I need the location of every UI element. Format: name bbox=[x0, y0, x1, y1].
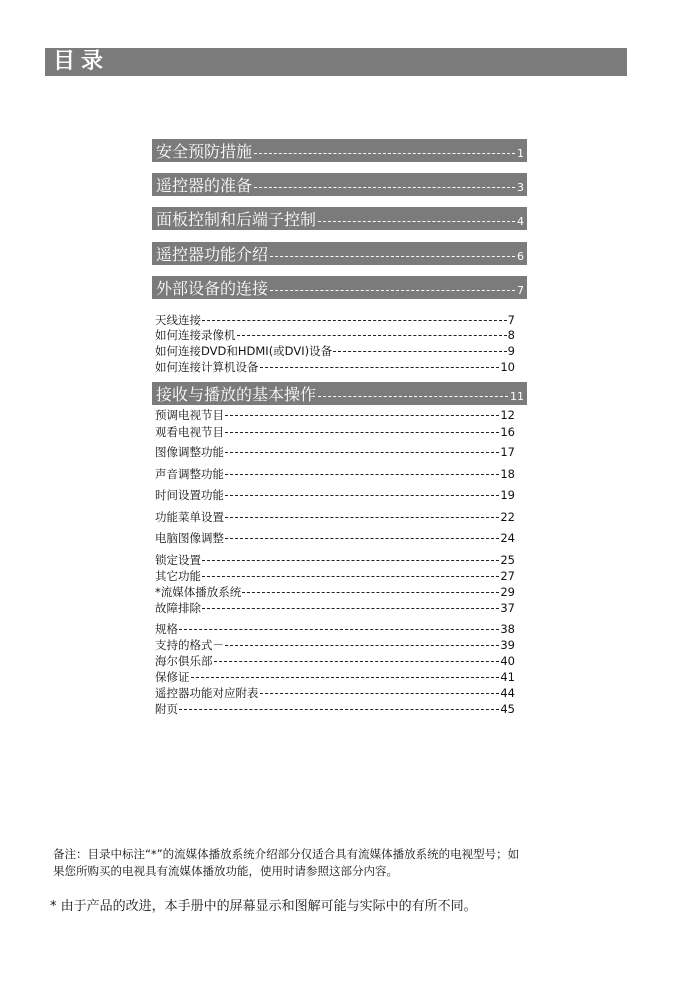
toc-item-page: 17 bbox=[500, 445, 515, 459]
toc-item-title: 其它功能 bbox=[155, 569, 201, 583]
toc-item-page: 38 bbox=[500, 622, 515, 636]
toc-item[interactable] bbox=[155, 553, 515, 567]
toc-item-title: 预调电视节目 bbox=[155, 408, 224, 422]
toc-leader bbox=[237, 335, 507, 336]
toc-leader bbox=[225, 452, 499, 453]
toc-leader bbox=[202, 576, 499, 577]
toc-leader bbox=[270, 256, 515, 257]
toc-item[interactable] bbox=[155, 313, 515, 327]
toc-leader bbox=[242, 592, 499, 593]
toc-leader bbox=[254, 153, 515, 154]
toc-item-title: 遥控器功能对应附表 bbox=[155, 686, 259, 700]
toc-item-page: 40 bbox=[500, 654, 515, 668]
toc-item-page: 8 bbox=[507, 328, 515, 342]
toc-leader bbox=[202, 608, 499, 609]
toc-item[interactable] bbox=[155, 654, 515, 668]
toc-section-page: 11 bbox=[510, 390, 524, 403]
toc-leader bbox=[318, 221, 515, 222]
toc-section-page: 4 bbox=[517, 215, 524, 228]
toc-item[interactable] bbox=[155, 408, 515, 422]
toc-leader bbox=[225, 415, 499, 416]
toc-section-title: 遥控器的准备 bbox=[156, 176, 253, 195]
toc-item-title: 如何连接录像机 bbox=[155, 328, 236, 342]
toc-leader bbox=[214, 661, 500, 662]
toc-item-title: 故障排除 bbox=[155, 601, 201, 615]
toc-leader bbox=[333, 351, 507, 352]
toc-leader bbox=[260, 367, 500, 368]
toc-item-title: 如何连接DVD和HDMI(或DVI)设备 bbox=[155, 344, 333, 358]
toc-item-title: 海尔俱乐部 bbox=[155, 654, 213, 668]
toc-leader bbox=[225, 432, 499, 433]
toc-leader bbox=[254, 187, 515, 188]
toc-item[interactable] bbox=[155, 445, 515, 459]
toc-section[interactable] bbox=[152, 242, 527, 265]
toc-item-title: 功能菜单设置 bbox=[155, 510, 224, 524]
toc-item-page: 7 bbox=[507, 313, 515, 327]
toc-item-page: 19 bbox=[500, 488, 515, 502]
toc-item-title: 天线连接 bbox=[155, 313, 201, 327]
toc-item[interactable] bbox=[155, 531, 515, 545]
toc-leader bbox=[260, 693, 500, 694]
toc-leader bbox=[179, 629, 499, 630]
toc-item-page: 41 bbox=[500, 670, 515, 684]
toc-item-title: 时间设置功能 bbox=[155, 488, 224, 502]
toc-leader bbox=[191, 677, 500, 678]
toc-section[interactable] bbox=[152, 207, 527, 230]
toc-leader bbox=[225, 517, 499, 518]
toc-leader bbox=[225, 495, 499, 496]
toc-item-title: 电脑图像调整 bbox=[155, 531, 224, 545]
toc-section-page: 7 bbox=[517, 284, 524, 297]
toc-item[interactable] bbox=[155, 638, 515, 652]
toc-section[interactable] bbox=[152, 276, 527, 299]
toc-item-title: 规格 bbox=[155, 622, 178, 636]
toc-item-page: 16 bbox=[500, 425, 515, 439]
toc-section-page: 1 bbox=[517, 147, 524, 160]
toc-item-page: 39 bbox=[500, 638, 515, 652]
page-title: 目录 bbox=[53, 49, 110, 74]
toc-section-title: 外部设备的连接 bbox=[156, 279, 269, 298]
toc-item-page: 9 bbox=[507, 344, 515, 358]
toc-item-page: 18 bbox=[500, 467, 515, 481]
toc-section-page: 6 bbox=[517, 250, 524, 263]
toc-item[interactable] bbox=[155, 585, 515, 599]
toc-item-title: 保修证 bbox=[155, 670, 190, 684]
toc-item[interactable] bbox=[155, 344, 515, 358]
toc-leader bbox=[270, 290, 515, 291]
toc-item[interactable] bbox=[155, 702, 515, 716]
toc-leader bbox=[179, 709, 499, 710]
toc-section[interactable] bbox=[152, 173, 527, 196]
toc-item-page: 25 bbox=[500, 553, 515, 567]
toc-leader bbox=[202, 560, 499, 561]
toc-section-title: 接收与播放的基本操作 bbox=[156, 385, 317, 404]
toc-item-page: 22 bbox=[500, 510, 515, 524]
toc-item[interactable] bbox=[155, 622, 515, 636]
toc-item[interactable] bbox=[155, 670, 515, 684]
toc-section-page: 3 bbox=[517, 181, 524, 194]
toc-leader bbox=[225, 645, 499, 646]
toc-item[interactable] bbox=[155, 360, 515, 374]
note-line-1: 备注：目录中标注“*”的流媒体播放系统介绍部分仅适合具有流媒体播放系统的电视型号；如 bbox=[53, 847, 520, 861]
toc-section-title: 遥控器功能介绍 bbox=[156, 245, 269, 264]
toc-item-page: 29 bbox=[500, 585, 515, 599]
toc-item-title: 图像调整功能 bbox=[155, 445, 224, 459]
toc-item-page: 24 bbox=[500, 531, 515, 545]
toc-section[interactable] bbox=[152, 139, 527, 162]
toc-leader bbox=[225, 538, 499, 539]
toc-item-page: 27 bbox=[500, 569, 515, 583]
toc-item-title: 支持的格式－ bbox=[155, 638, 224, 652]
toc-section-title: 安全预防措施 bbox=[156, 142, 253, 161]
toc-item[interactable] bbox=[155, 510, 515, 524]
toc-item-page: 44 bbox=[500, 686, 515, 700]
toc-item-page: 10 bbox=[500, 360, 515, 374]
toc-item[interactable] bbox=[155, 328, 515, 342]
toc-leader bbox=[225, 474, 499, 475]
toc-leader bbox=[318, 396, 508, 397]
toc-leader bbox=[202, 320, 507, 321]
toc-item-title: *流媒体播放系统 bbox=[155, 585, 242, 599]
toc-item-title: 声音调整功能 bbox=[155, 467, 224, 481]
toc-item-title: 如何连接计算机设备 bbox=[155, 360, 259, 374]
toc-item[interactable] bbox=[155, 488, 515, 502]
toc-item-page: 12 bbox=[500, 408, 515, 422]
note-line-2: 果您所购买的电视具有流媒体播放功能，使用时请参照这部分内容。 bbox=[53, 864, 398, 878]
page-title-bar bbox=[45, 48, 627, 76]
toc-section[interactable] bbox=[152, 382, 527, 405]
toc-item[interactable] bbox=[155, 686, 515, 700]
toc-section-title: 面板控制和后端子控制 bbox=[156, 210, 317, 229]
toc-item[interactable] bbox=[155, 601, 515, 615]
toc-item-title: 附页 bbox=[155, 702, 178, 716]
toc-item-title: 锁定设置 bbox=[155, 553, 201, 567]
toc-item-title: 观看电视节目 bbox=[155, 425, 224, 439]
toc-item-page: 45 bbox=[500, 702, 515, 716]
footer-disclaimer: * 由于产品的改进，本手册中的屏幕显示和图解可能与实际中的有所不同。 bbox=[50, 899, 477, 914]
toc-item[interactable] bbox=[155, 425, 515, 439]
toc-item[interactable] bbox=[155, 569, 515, 583]
toc-item[interactable] bbox=[155, 467, 515, 481]
toc-item-page: 37 bbox=[500, 601, 515, 615]
